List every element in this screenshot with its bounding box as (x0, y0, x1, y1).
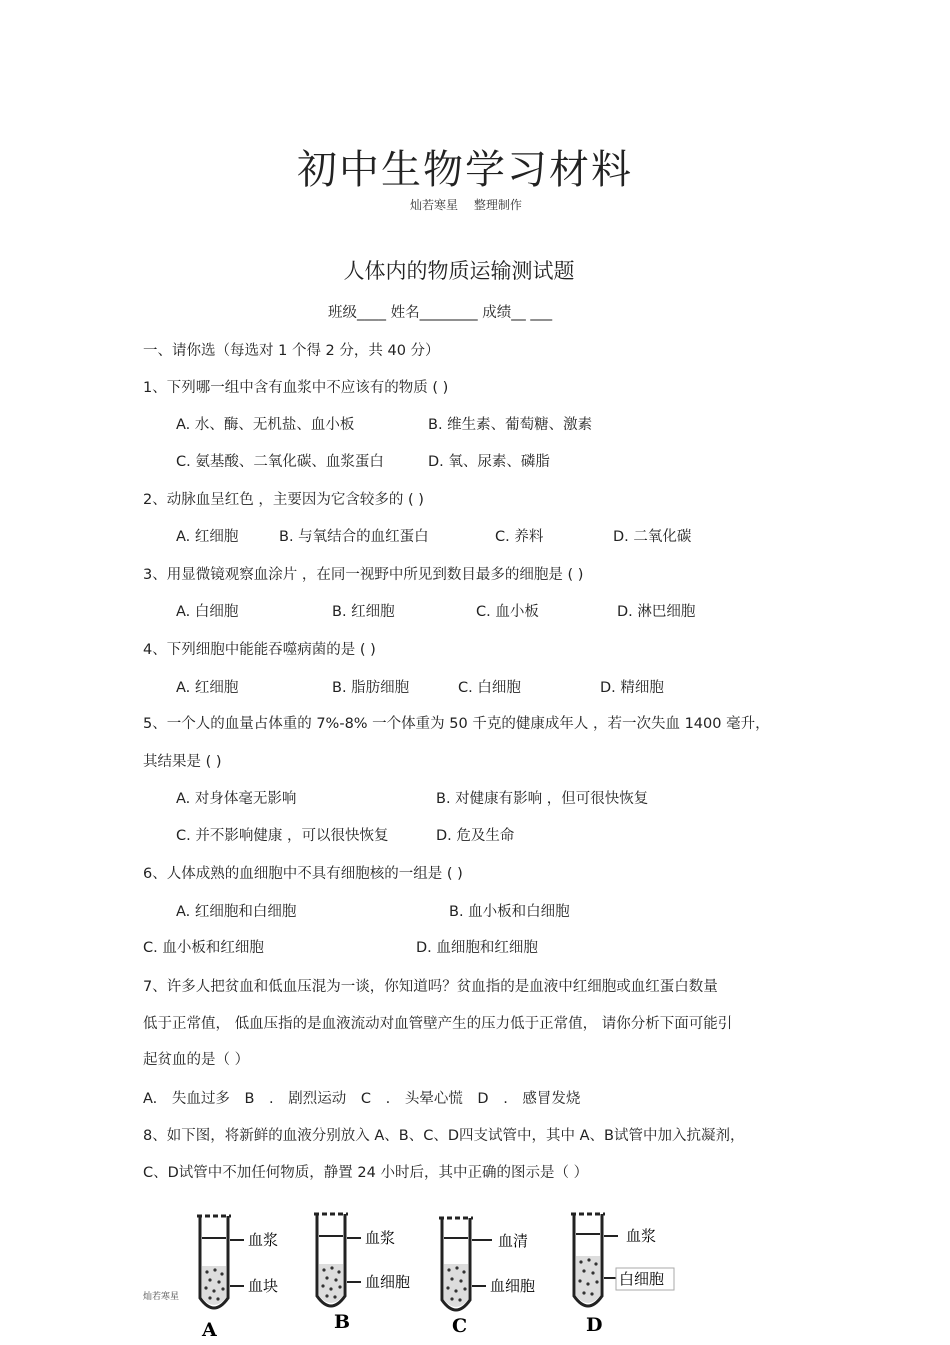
question-3-option-d: D. 淋巴细胞 (617, 604, 696, 620)
material-subtitle: 灿若寒星 整理制作 (410, 198, 522, 212)
question-2-stem: 2、动脉血呈红色 ，主要因为它含较多的 ( ) (143, 492, 424, 508)
question-3-option-a: A. 白细胞 (176, 604, 239, 620)
question-2-option-d: D. 二氧化碳 (613, 529, 692, 545)
question-6-option-a: A. 红细胞和白细胞 (176, 904, 297, 920)
question-2-option-a: A. 红细胞 (176, 529, 239, 545)
question-2-option-b: B. 与氧结合的血红蛋白 (279, 529, 429, 545)
test-tube-d (571, 1214, 674, 1336)
question-7-stem-line-3: 起贫血的是（ ） (143, 1052, 250, 1068)
question-6-option-b: B. 血小板和白细胞 (449, 904, 570, 920)
test-tube-c (439, 1218, 535, 1337)
exam-title: 人体内的物质运输测试题 (343, 259, 575, 283)
question-8-stem-line-2: C、D试管中不加任何物质，静置 24 小时后，其中正确的图示是（ ） (143, 1165, 589, 1181)
question-1-option-c: C. 氨基酸、二氧化碳、血浆蛋白 (176, 454, 384, 470)
question-7-stem-line-1: 7、许多人把贫血和低血压混为一谈，你知道吗？贫血指的是血液中红细胞或血红蛋白数量 (143, 979, 718, 995)
tube-a-letter: A (202, 1319, 217, 1341)
footer-watermark: 灿若寒星 (143, 1292, 180, 1302)
question-5-stem-line-2: 其结果是 ( ) (143, 754, 222, 770)
question-8-stem-line-1: 8、如下图，将新鲜的血液分别放入 A、B、C、D四支试管中，其中 A、B试管中加入抗凝剂， (143, 1128, 745, 1144)
tube-a-bottom-label: 血块 (248, 1277, 279, 1295)
tube-b-letter: B (334, 1311, 351, 1333)
question-4-option-b: B. 脂肪细胞 (332, 680, 410, 696)
question-7-options: A. 失血过多 B . 剧烈运动 C . 头晕心慌 D . 感冒发烧 (143, 1091, 581, 1107)
test-tube-b (314, 1214, 410, 1333)
question-6-stem: 6、人体成熟的血细胞中不具有细胞核的一组是 ( ) (143, 866, 463, 882)
question-1-option-d: D. 氧、尿素、磷脂 (428, 454, 550, 470)
tube-c-top-label: 血清 (498, 1232, 529, 1250)
student-info-line: 班级____ 姓名________ 成绩__ ___ (328, 305, 553, 321)
question-7-stem-line-2: 低于正常值， 低血压指的是血液流动对血管壁产生的压力低于正常值， 请你分析下面可能引 (143, 1016, 733, 1032)
question-4-option-c: C. 白细胞 (458, 680, 521, 696)
question-5-option-b: B. 对健康有影响 ，但可很快恢复 (436, 791, 649, 807)
tube-d-top-label: 血浆 (626, 1227, 657, 1245)
question-5-option-c: C. 并不影响健康 ，可以很快恢复 (176, 828, 389, 844)
question-6-option-c: C. 血小板和红细胞 (143, 940, 264, 956)
test-tube-a (197, 1216, 278, 1341)
question-4-option-d: D. 精细胞 (600, 680, 664, 696)
question-1-option-b: B. 维生素、葡萄糖、激素 (428, 417, 593, 433)
section-heading: 一、请你选（每选对 1 个得 2 分，共 40 分） (143, 343, 440, 359)
question-3-stem: 3、用显微镜观察血涂片 ，在同一视野中所见到数目最多的细胞是 ( ) (143, 567, 584, 583)
test-tube-figure (180, 1198, 700, 1345)
question-1-option-a: A. 水、酶、无机盐、血小板 (176, 417, 355, 433)
question-2-option-c: C. 养料 (495, 529, 544, 545)
tube-d-bottom-label: 白细胞 (619, 1270, 665, 1288)
tube-b-top-label: 血浆 (365, 1229, 396, 1247)
tube-c-letter: C (452, 1315, 468, 1337)
question-5-option-a: A. 对身体毫无影响 (176, 791, 297, 807)
question-4-stem: 4、下列细胞中能能吞噬病菌的是 ( ) (143, 642, 376, 658)
tube-a-top-label: 血浆 (248, 1231, 279, 1249)
question-3-option-c: C. 血小板 (476, 604, 539, 620)
tube-b-bottom-label: 血细胞 (365, 1273, 411, 1291)
question-5-stem-line-1: 5、一个人的血量占体重的 7%-8% 一个体重为 50 千克的健康成年人 ，若一次失血 1400 毫升， (143, 716, 770, 732)
question-1-stem: 1、下列哪一组中含有血浆中不应该有的物质 ( ) (143, 380, 449, 396)
material-title: 初中生物学习材料 (297, 147, 633, 193)
tube-c-bottom-label: 血细胞 (490, 1277, 536, 1295)
question-4-option-a: A. 红细胞 (176, 680, 239, 696)
question-3-option-b: B. 红细胞 (332, 604, 395, 620)
question-6-option-d: D. 血细胞和红细胞 (416, 940, 538, 956)
tube-d-letter: D (586, 1314, 603, 1336)
question-5-option-d: D. 危及生命 (436, 828, 515, 844)
